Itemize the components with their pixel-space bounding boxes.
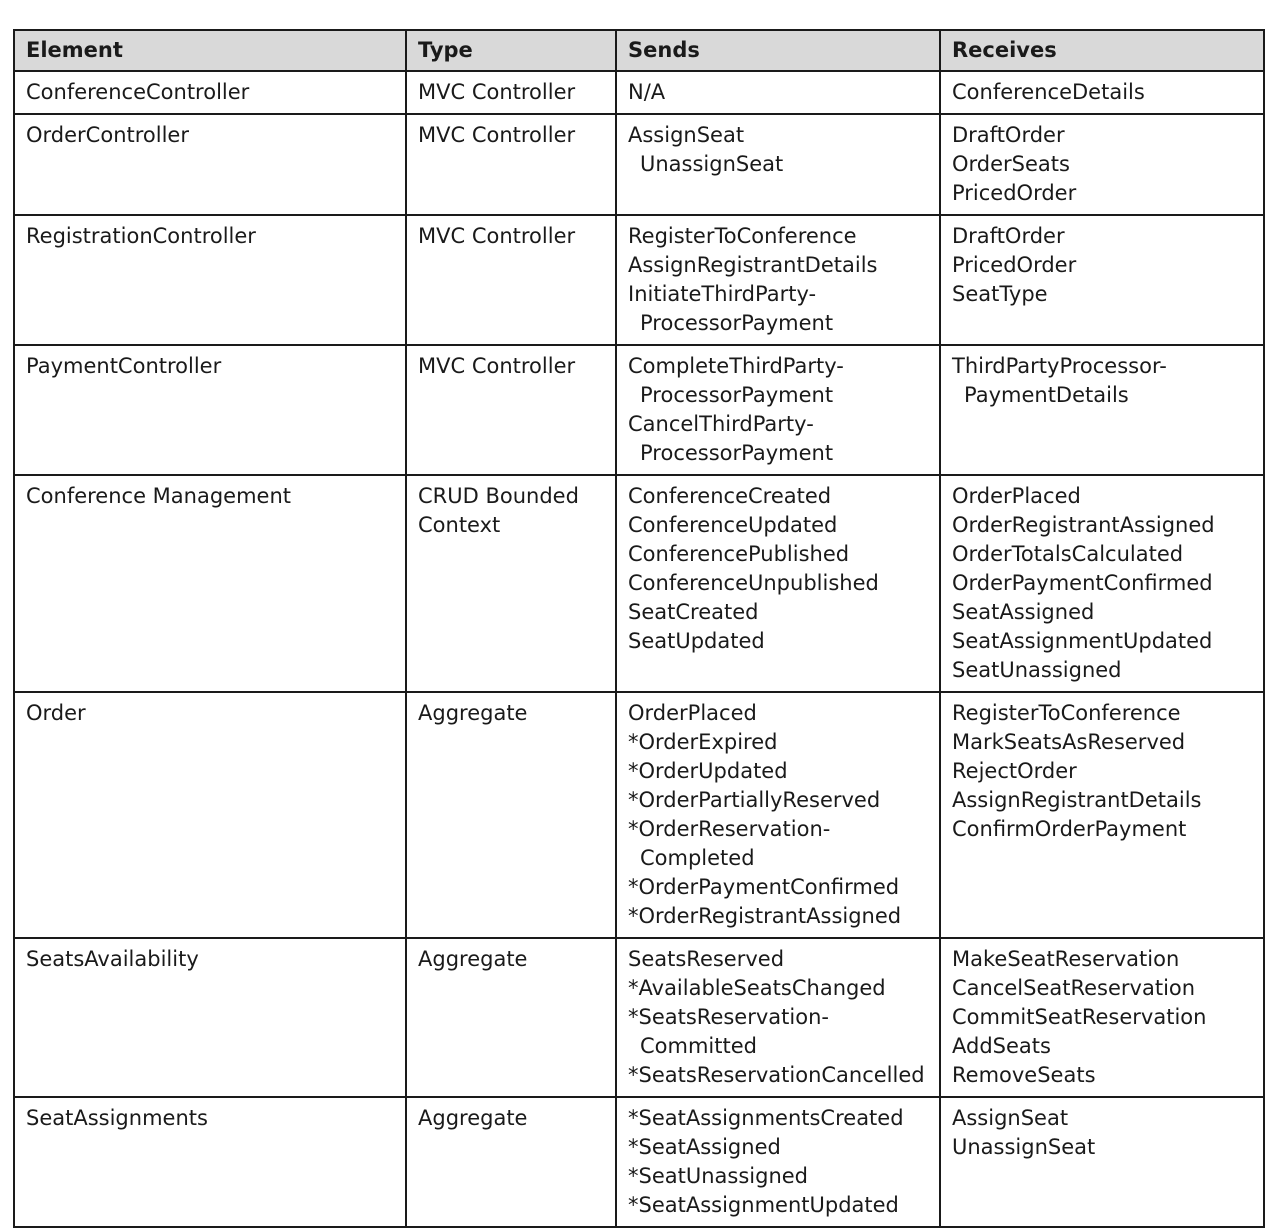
type-line: MVC Controller bbox=[418, 354, 576, 378]
cell-element: RegistrationController bbox=[14, 215, 406, 345]
table-header bbox=[14, 30, 1264, 71]
header-element: Element bbox=[14, 30, 406, 71]
receives-item: DraftOrder bbox=[952, 224, 1065, 248]
cell-type bbox=[406, 692, 616, 938]
cell-receives bbox=[940, 345, 1264, 475]
receives-item: RejectOrder bbox=[952, 759, 1077, 783]
receives-item: SeatAssigned bbox=[952, 600, 1095, 624]
table-body bbox=[14, 71, 1264, 1227]
cell-type bbox=[406, 475, 616, 692]
cell-receives bbox=[940, 1097, 1264, 1227]
sends-item: ConferenceCreated bbox=[628, 484, 832, 508]
sends-item: OrderPlaced bbox=[628, 701, 757, 725]
cell-sends bbox=[616, 938, 940, 1097]
receives-item: AssignRegistrantDetails bbox=[952, 788, 1202, 812]
sends-item: *OrderPaymentConfirmed bbox=[628, 875, 900, 899]
sends-item: ProcessorPayment bbox=[640, 311, 834, 335]
sends-item: RegisterToConference bbox=[628, 224, 857, 248]
sends-item: *AvailableSeatsChanged bbox=[628, 976, 886, 1000]
cell-type bbox=[406, 215, 616, 345]
cell-receives bbox=[940, 475, 1264, 692]
element-table-container bbox=[13, 29, 1263, 1228]
table-row bbox=[14, 71, 1264, 114]
table-row bbox=[14, 215, 1264, 345]
receives-item: AddSeats bbox=[952, 1034, 1051, 1058]
sends-item: *SeatUnassigned bbox=[628, 1164, 809, 1188]
receives-item: OrderPlaced bbox=[952, 484, 1081, 508]
sends-item: ConferenceUpdated bbox=[628, 513, 838, 537]
table-row bbox=[14, 1097, 1264, 1227]
sends-item: *SeatAssigned bbox=[628, 1135, 781, 1159]
cell-element: OrderController bbox=[14, 114, 406, 215]
sends-item: ProcessorPayment bbox=[640, 441, 834, 465]
table-row bbox=[14, 475, 1264, 692]
sends-item: *SeatsReservation- bbox=[628, 1005, 829, 1029]
sends-item: CancelThirdParty- bbox=[628, 412, 814, 436]
type-line: Aggregate bbox=[418, 1106, 528, 1130]
cell-element: Conference Management bbox=[14, 475, 406, 692]
cell-sends bbox=[616, 345, 940, 475]
type-line: Aggregate bbox=[418, 947, 528, 971]
cell-type bbox=[406, 71, 616, 114]
cell-type bbox=[406, 1097, 616, 1227]
cell-sends bbox=[616, 1097, 940, 1227]
table-row bbox=[14, 938, 1264, 1097]
sends-item: SeatUpdated bbox=[628, 629, 765, 653]
receives-item: OrderRegistrantAssigned bbox=[952, 513, 1215, 537]
sends-item: Completed bbox=[640, 846, 755, 870]
cell-receives bbox=[940, 692, 1264, 938]
sends-item: SeatsReserved bbox=[628, 947, 785, 971]
sends-item: *OrderRegistrantAssigned bbox=[628, 904, 902, 928]
cell-type bbox=[406, 345, 616, 475]
table-row bbox=[14, 345, 1264, 475]
cell-element: SeatsAvailability bbox=[14, 938, 406, 1097]
sends-item: ConferencePublished bbox=[628, 542, 850, 566]
receives-item: SeatUnassigned bbox=[952, 658, 1122, 682]
sends-item: ConferenceUnpublished bbox=[628, 571, 879, 595]
receives-item: PricedOrder bbox=[952, 181, 1077, 205]
receives-item: OrderTotalsCalculated bbox=[952, 542, 1184, 566]
sends-item: Committed bbox=[640, 1034, 757, 1058]
cell-receives bbox=[940, 71, 1264, 114]
sends-item: SeatCreated bbox=[628, 600, 759, 624]
type-line: Aggregate bbox=[418, 701, 528, 725]
sends-item: *OrderReservation- bbox=[628, 817, 831, 841]
receives-item: CancelSeatReservation bbox=[952, 976, 1196, 1000]
receives-item: ConferenceDetails bbox=[952, 80, 1145, 104]
cell-element: ConferenceController bbox=[14, 71, 406, 114]
sends-item: N/A bbox=[628, 80, 666, 104]
cell-element: PaymentController bbox=[14, 345, 406, 475]
sends-item: CompleteThirdParty- bbox=[628, 354, 844, 378]
receives-item: OrderPaymentConfirmed bbox=[952, 571, 1213, 595]
cell-sends bbox=[616, 692, 940, 938]
type-line: Context bbox=[418, 513, 501, 537]
cell-sends bbox=[616, 71, 940, 114]
sends-item: *OrderUpdated bbox=[628, 759, 788, 783]
sends-item: AssignSeat bbox=[628, 123, 745, 147]
cell-sends bbox=[616, 114, 940, 215]
sends-item: InitiateThirdParty- bbox=[628, 282, 817, 306]
type-line: MVC Controller bbox=[418, 123, 576, 147]
header-type: Type bbox=[406, 30, 616, 71]
receives-item: PricedOrder bbox=[952, 253, 1077, 277]
receives-item: RegisterToConference bbox=[952, 701, 1181, 725]
header-receives: Receives bbox=[940, 30, 1264, 71]
sends-item: *SeatsReservationCancelled bbox=[628, 1063, 925, 1087]
receives-item: MarkSeatsAsReserved bbox=[952, 730, 1186, 754]
receives-item: MakeSeatReservation bbox=[952, 947, 1180, 971]
element-table bbox=[13, 29, 1265, 1228]
sends-item: *OrderPartiallyReserved bbox=[628, 788, 881, 812]
table-row bbox=[14, 114, 1264, 215]
cell-sends bbox=[616, 215, 940, 345]
receives-item: SeatAssignmentUpdated bbox=[952, 629, 1213, 653]
cell-receives bbox=[940, 215, 1264, 345]
receives-item: ThirdPartyProcessor- bbox=[952, 354, 1167, 378]
receives-item: DraftOrder bbox=[952, 123, 1065, 147]
type-line: MVC Controller bbox=[418, 224, 576, 248]
type-line: MVC Controller bbox=[418, 80, 576, 104]
cell-element: SeatAssignments bbox=[14, 1097, 406, 1227]
sends-item: *SeatAssignmentUpdated bbox=[628, 1193, 899, 1217]
type-line: CRUD Bounded bbox=[418, 484, 579, 508]
cell-type bbox=[406, 114, 616, 215]
cell-element: Order bbox=[14, 692, 406, 938]
receives-item: PaymentDetails bbox=[964, 383, 1129, 407]
receives-item: AssignSeat bbox=[952, 1106, 1069, 1130]
cell-receives bbox=[940, 938, 1264, 1097]
receives-item: UnassignSeat bbox=[952, 1135, 1096, 1159]
receives-item: OrderSeats bbox=[952, 152, 1070, 176]
sends-item: UnassignSeat bbox=[640, 152, 784, 176]
sends-item: *SeatAssignmentsCreated bbox=[628, 1106, 904, 1130]
receives-item: CommitSeatReservation bbox=[952, 1005, 1207, 1029]
cell-type bbox=[406, 938, 616, 1097]
cell-receives bbox=[940, 114, 1264, 215]
header-row bbox=[14, 30, 1264, 71]
receives-item: ConfirmOrderPayment bbox=[952, 817, 1187, 841]
receives-item: RemoveSeats bbox=[952, 1063, 1096, 1087]
table-row bbox=[14, 692, 1264, 938]
sends-item: AssignRegistrantDetails bbox=[628, 253, 878, 277]
sends-item: *OrderExpired bbox=[628, 730, 778, 754]
cell-sends bbox=[616, 475, 940, 692]
receives-item: SeatType bbox=[952, 282, 1048, 306]
sends-item: ProcessorPayment bbox=[640, 383, 834, 407]
header-sends: Sends bbox=[616, 30, 940, 71]
